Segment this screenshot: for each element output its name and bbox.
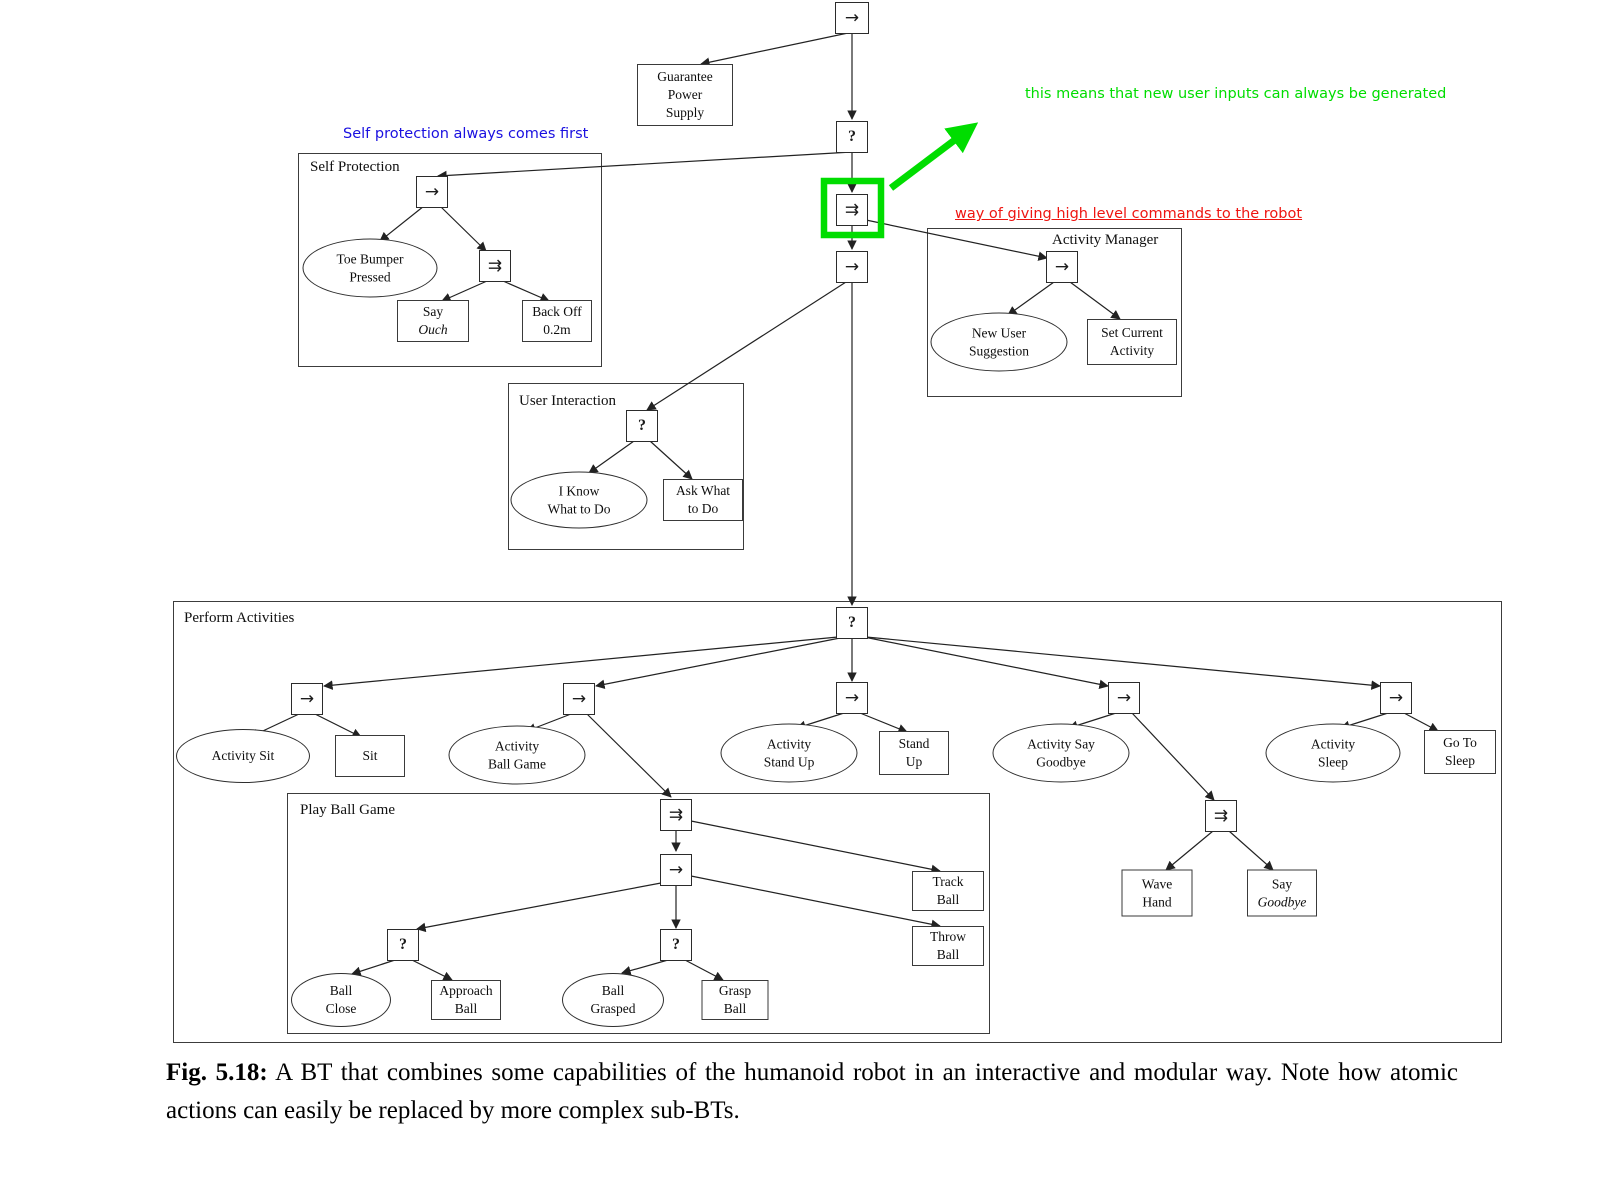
condition-toe-bumper-pressed <box>303 239 438 298</box>
condition-label: Ball <box>601 983 625 999</box>
sequence-node-say-goodbye: → <box>1108 682 1140 714</box>
condition-activity-sit <box>176 729 310 783</box>
condition-new-user-suggestion <box>931 313 1068 372</box>
action-approach-ball <box>431 980 501 1020</box>
action-label: Ball <box>723 1001 747 1016</box>
action-label: Up <box>905 754 923 769</box>
action-label: Power <box>667 87 703 103</box>
action-label: Say <box>422 304 444 320</box>
action-label: Sleep <box>1445 753 1475 768</box>
condition-label: Toe Bumper <box>336 251 404 267</box>
action-track-ball <box>912 871 984 911</box>
figure-caption-text: A BT that combines some capabilities of the humanoid robot in an interactive and modular way. Note how atomic actions can easily be replaced by more complex sub-BTs. <box>166 1059 1459 1124</box>
annotation-parallel-node: this means that new user inputs can always be generated <box>1025 86 1447 102</box>
annotation-activity-manager: way of giving high level commands to the robot <box>955 206 1303 222</box>
condition-label: Activity Say <box>1027 736 1095 752</box>
parallel-node-play-ball: ⇉ <box>660 799 692 831</box>
condition-ball-close <box>291 973 391 1027</box>
action-label: Throw <box>930 929 966 945</box>
action-wave-hand <box>1122 870 1193 917</box>
fallback-node-ball-close: ? <box>387 929 419 961</box>
annotation-self-protection: Self protection always comes first <box>343 126 589 142</box>
action-label: Goodbye <box>1257 894 1307 909</box>
sequence-node-main: → <box>836 251 868 283</box>
sequence-node-sleep: → <box>1380 682 1412 714</box>
fallback-node-perform-activities: ? <box>836 607 868 639</box>
sequence-node-self-protection: → <box>416 176 448 208</box>
group-label-perform-activities: Perform Activities <box>184 610 295 626</box>
action-label: Set Current <box>1101 325 1163 341</box>
green-arrow <box>891 127 972 188</box>
fallback-node-user-interaction: ? <box>626 410 658 442</box>
action-label: Approach <box>439 983 493 999</box>
action-label: Track <box>932 874 964 890</box>
action-label: Grasp <box>718 983 752 999</box>
group-label-play-ball-game: Play Ball Game <box>300 802 395 818</box>
action-grasp-ball <box>702 980 769 1020</box>
condition-activity-say-goodbye <box>993 724 1130 783</box>
action-label: Sit <box>362 748 378 764</box>
condition-label: What to Do <box>547 501 611 516</box>
action-sit <box>335 735 405 777</box>
condition-label: Ball <box>329 983 353 999</box>
action-label: Activity <box>1109 343 1155 358</box>
action-back-off <box>522 300 592 342</box>
condition-activity-sleep <box>1266 724 1401 783</box>
sequence-node-ball-game: → <box>563 683 595 715</box>
action-label: Ball <box>936 947 960 962</box>
action-label: Back Off <box>532 304 582 320</box>
group-label-user-interaction: User Interaction <box>519 393 617 409</box>
action-label: Guarantee <box>657 69 713 85</box>
action-label: Wave <box>1141 876 1173 892</box>
action-label: Supply <box>665 104 705 120</box>
condition-label: I Know <box>558 483 600 499</box>
group-label-activity-manager: Activity Manager <box>1052 232 1159 248</box>
condition-label: Activity <box>1310 736 1356 752</box>
figure-caption-label: Fig. 5.18: <box>166 1059 268 1086</box>
action-label: Go To <box>1443 735 1477 751</box>
sequence-node-play-ball: → <box>660 854 692 886</box>
condition-label: New User <box>971 325 1027 341</box>
action-label: to Do <box>687 501 719 516</box>
action-label: Hand <box>1142 894 1172 909</box>
sequence-node-activity-sit: → <box>291 683 323 715</box>
condition-label: Activity <box>766 736 812 752</box>
condition-activity-stand-up <box>721 724 858 783</box>
action-label: Ouch <box>418 322 448 337</box>
action-say-goodbye <box>1247 870 1317 917</box>
action-stand-up <box>879 731 949 775</box>
action-label: Ball <box>936 892 960 907</box>
condition-activity-ball-game <box>449 726 586 785</box>
condition-label: Stand Up <box>763 754 815 769</box>
action-label: Say <box>1271 876 1293 892</box>
group-label-self-protection: Self Protection <box>310 159 400 175</box>
condition-label: Goodbye <box>1036 754 1086 769</box>
sequence-node-root: → <box>835 2 869 34</box>
action-throw-ball <box>912 926 984 966</box>
condition-label: Ball Game <box>487 756 547 771</box>
condition-label: Sleep <box>1318 754 1348 769</box>
sequence-node-stand-up: → <box>836 682 868 714</box>
action-label: Stand <box>898 736 930 752</box>
figure-caption <box>166 1054 1458 1130</box>
condition-i-know-what-to-do <box>511 472 648 529</box>
parallel-node-say-goodbye: ⇉ <box>1205 800 1237 832</box>
condition-label: Suggestion <box>968 343 1029 358</box>
condition-ball-grasped <box>562 973 664 1027</box>
condition-label: Activity <box>494 738 540 754</box>
condition-label: Close <box>325 1001 357 1016</box>
action-say-ouch <box>397 300 469 342</box>
action-label: Ball <box>454 1001 478 1016</box>
parallel-node-self-protection: ⇉ <box>479 250 511 282</box>
condition-label: Pressed <box>349 269 391 284</box>
sequence-node-activity-manager: → <box>1046 251 1078 283</box>
condition-label: Grasped <box>590 1001 636 1016</box>
action-go-to-sleep <box>1424 730 1496 774</box>
action-label: Ask What <box>675 483 731 499</box>
condition-label: Activity Sit <box>211 748 275 764</box>
action-set-current-activity <box>1087 319 1177 365</box>
fallback-node-ball-grasp: ? <box>660 929 692 961</box>
fallback-node-root: ? <box>836 121 868 153</box>
action-label: 0.2m <box>543 322 571 337</box>
action-guarantee-power-supply <box>637 64 733 126</box>
action-ask-what-to-do <box>663 479 743 521</box>
parallel-node-main: ⇉ <box>836 194 868 226</box>
